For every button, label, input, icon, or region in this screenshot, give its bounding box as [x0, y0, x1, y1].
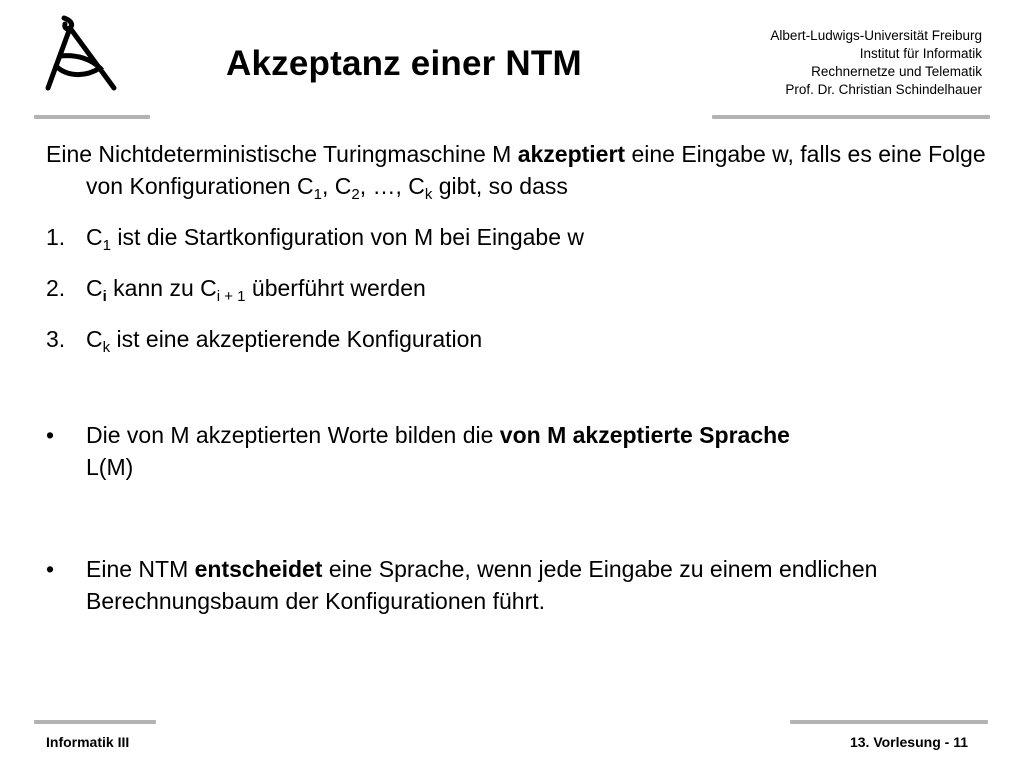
- definition-separator-2: , …, C: [359, 173, 425, 199]
- bullet-marker: •: [46, 422, 55, 448]
- bullet-text-before: Eine NTM: [86, 556, 195, 582]
- definition-subscript-1: 1: [313, 186, 322, 203]
- bullet-marker: •: [46, 556, 55, 582]
- config-symbol: C: [86, 224, 103, 250]
- bullet-decides: [46, 553, 986, 617]
- footer-course: Informatik III: [46, 734, 130, 750]
- config-symbol: C: [86, 275, 103, 301]
- definition-separator-1: , C: [321, 173, 352, 199]
- config-subscript-next: i + 1: [216, 288, 246, 305]
- university-logo-icon: [40, 14, 124, 94]
- condition-number: 2.: [46, 275, 66, 301]
- bullet-text-after: L(M): [86, 454, 134, 480]
- definition-text-end: gibt, so dass: [432, 173, 568, 199]
- condition-description: ist eine akzeptierende Konfiguration: [110, 326, 483, 352]
- header-rule-left: [34, 115, 150, 119]
- condition-middle: kann zu C: [106, 275, 217, 301]
- definition-subscript-2: 2: [351, 186, 360, 203]
- affiliation-university: Albert-Ludwigs-Universität Freiburg: [770, 28, 982, 43]
- bullet-language: [46, 419, 986, 483]
- slide-body: [46, 138, 986, 617]
- condition-number: 3.: [46, 326, 66, 352]
- bullet-text: [86, 419, 790, 483]
- bullet-text-before: Die von M akzeptierten Worte bilden die: [86, 422, 500, 448]
- affiliation-group: Rechnernetze und Telematik: [811, 64, 982, 79]
- config-subscript: k: [102, 339, 111, 356]
- config-subscript: i: [102, 288, 107, 305]
- bullet-bold-term: entscheidet: [194, 556, 323, 582]
- header-rule-right: [712, 115, 990, 119]
- condition-number: 1.: [46, 224, 66, 250]
- definition-subscript-k: k: [424, 186, 433, 203]
- affiliation-institute: Institut für Informatik: [859, 46, 982, 61]
- condition-description: ist die Startkonfiguration von M bei Eingabe w: [110, 224, 585, 250]
- slide-title: Akzeptanz einer NTM: [226, 44, 582, 83]
- footer-lecture-page: 13. Vorlesung - 11: [849, 734, 968, 750]
- affiliation-professor: Prof. Dr. Christian Schindelhauer: [785, 82, 982, 97]
- condition-1: [46, 221, 986, 253]
- footer-rule-right: [790, 720, 988, 724]
- config-subscript: 1: [102, 237, 111, 254]
- definition-bold-term: akzeptiert: [517, 141, 626, 167]
- affiliation-block: [770, 27, 982, 99]
- definition-text: Eine Nichtdeterministische Turingmaschine M: [46, 141, 518, 167]
- condition-description: überführt werden: [245, 275, 426, 301]
- bullet-text: [86, 553, 986, 617]
- condition-text: [86, 272, 426, 304]
- bullet-text-after: eine Sprache, wenn jede Eingabe zu einem endlichen Berechnungsbaum der Konfigurationen führt.: [86, 556, 878, 614]
- condition-text: [86, 221, 584, 253]
- definition-text-continued: eine Eingabe w, falls es eine Folge von Konfigurationen C: [86, 141, 986, 199]
- footer-rule-left: [34, 720, 156, 724]
- condition-3: [46, 323, 986, 355]
- bullet-bold-term: von M akzeptierte Sprache: [499, 422, 790, 448]
- condition-text: [86, 323, 482, 355]
- config-symbol: C: [86, 326, 103, 352]
- definition-paragraph: [46, 138, 986, 202]
- condition-2: [46, 272, 986, 304]
